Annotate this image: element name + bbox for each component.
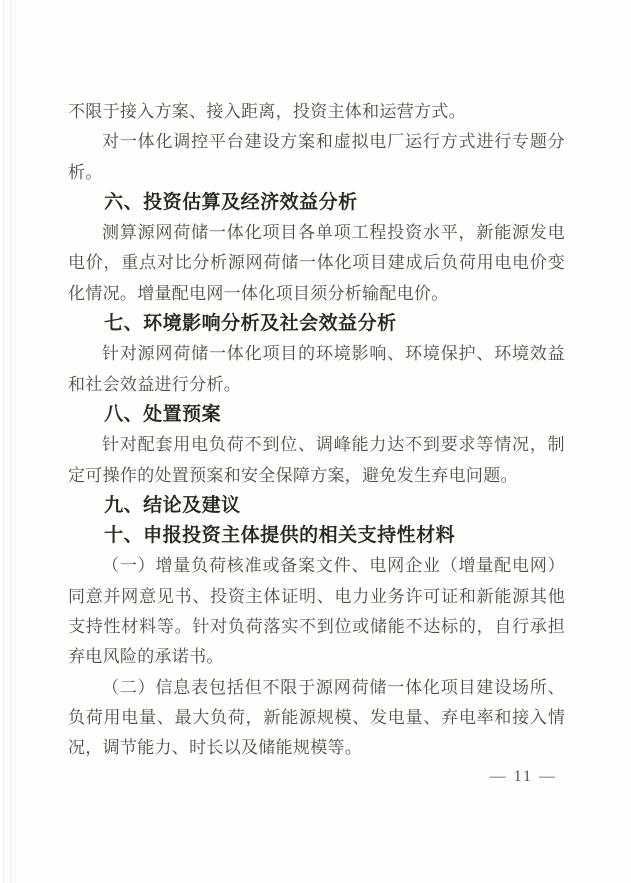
scan-edge-artifact-line: [10, 0, 12, 883]
section-heading-seven-environment: 七、环境影响分析及社会效益分析: [104, 313, 397, 335]
paragraph-supporting-materials-one: （一）增量负荷核准或备案文件、电网企业（增量配电网）同意并网意见书、投资主体证明、电力业务许可证和新能源其他支持性材料等。针对负荷落实不到位或储能不达标的，自行承担弃电风险的承诺书。: [68, 556, 565, 667]
scan-edge-artifact-line: [15, 0, 16, 883]
section-heading-six-investment: 六、投资估算及经济效益分析: [104, 191, 358, 213]
section-heading-nine-conclusion: 九、结论及建议: [104, 494, 241, 516]
page-number: — 11 —: [489, 768, 557, 785]
paragraph-disposal-plan: 针对配套用电负荷不到位、调峰能力达不到要求等情况，制定可操作的处置预案和安全保障方案，避免发生弃电问题。: [68, 435, 565, 485]
paragraph-supporting-materials-two: （二）信息表包括但不限于源网荷储一体化项目建设场所、负荷用电量、最大负荷，新能源规模、发电量、弃电率和接入情况，调节能力、时长以及储能规模等。: [68, 677, 565, 758]
document-body: [68, 97, 565, 764]
paragraph-environment-analysis: 针对源网荷储一体化项目的环境影响、环境保护、环境效益和社会效益进行分析。: [68, 344, 565, 394]
paragraph-investment-estimate: 测算源网荷储一体化项目各单项工程投资水平，新能源发电电价，重点对比分析源网荷储一体化项目建成后负荷用电电价变化情况。增量配电网一体化项目须分析输配电价。: [68, 223, 565, 303]
section-heading-ten-supporting-materials: 十、申报投资主体提供的相关支持性材料: [104, 525, 456, 547]
paragraph-continuation: 不限于接入方案、接入距离，投资主体和运营方式。: [68, 102, 466, 121]
paragraph-platform-analysis: 对一体化调控平台建设方案和虚拟电厂运行方式进行专题分析。: [68, 132, 565, 182]
scan-edge-artifact-line: [3, 0, 4, 883]
section-heading-eight-disposal-plan: 八、处置预案: [104, 403, 222, 425]
